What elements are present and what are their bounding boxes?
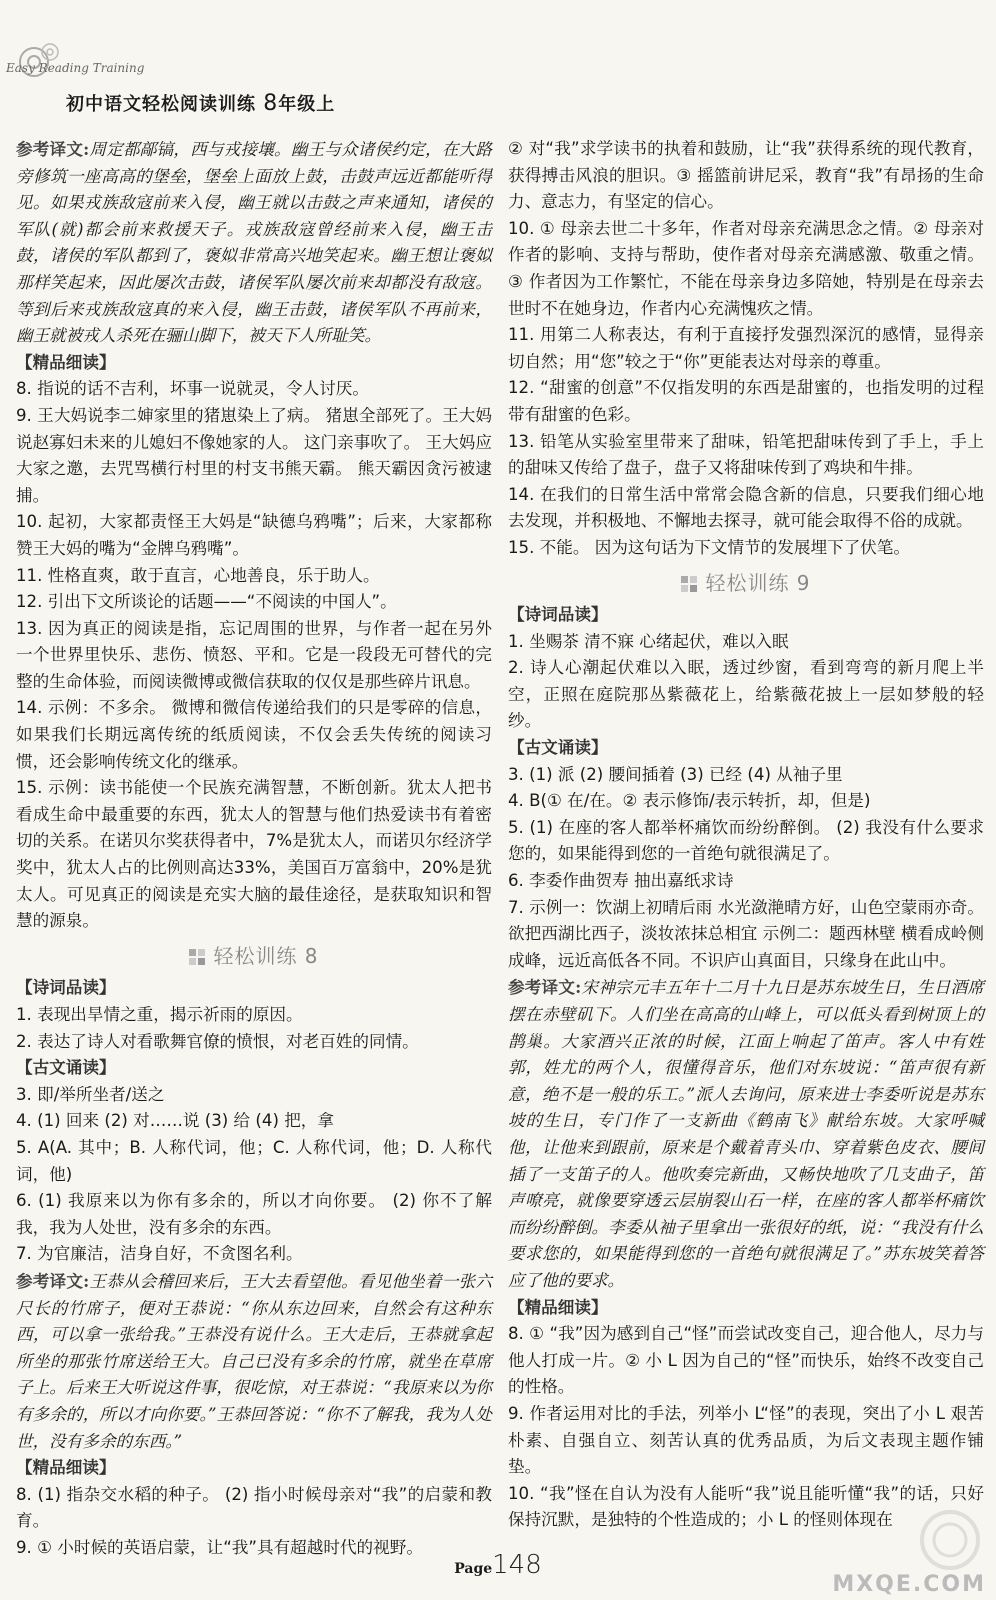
reference-translation [508, 974, 984, 1294]
reference-text: 周定都鄗镐，西与戎接壤。幽王与众诸侯约定，在大路旁修筑一座高高的堡垒，堡垒上面放上鼓，击鼓声远近都能听得见。如果戎族敌寇前来入侵，幽王就以击鼓之声来通知，诸侯的军队(就)都会前来救援天子。戎族敌寇曾经前来入侵，幽王击鼓，诸侯的军队都到了，褒姒非常高兴地笑起来。幽王想让褒姒那样笑起来，因此屡次击鼓，诸侯军队屡次前来却都没有敌寇。等到后来戎族敌寇真的来入侵，幽王击鼓，诸侯军队不再前来，幽王就被戎人杀死在骊山脚下，被天下人所耻笑。 [16, 140, 492, 346]
answer-item: 9. ① 小时候的英语启蒙，让“我”具有超越时代的视野。 [16, 1537, 423, 1557]
reference-translation [16, 1268, 492, 1455]
training-heading [508, 570, 984, 597]
answer-item: 3. 即/举所坐者/送之 [16, 1084, 165, 1104]
watermark-text: MXQE.COM [832, 1572, 986, 1597]
section-heading: 【诗词品读】 [508, 605, 608, 625]
answer-item: 14. 在我们的日常生活中常常会隐含新的信息，只要我们细心地去发现，并积极地、不懈地去探寻，就可能会取得不俗的成就。 [508, 484, 984, 531]
logo-text: Easy Reading Training [6, 61, 145, 75]
answer-item: 13. 铅笔从实验室里带来了甜味，铅笔把甜味传到了手上，手上的甜味又传给了盘子，盘子又将甜味传到了鸡块和牛排。 [508, 431, 984, 478]
right-column [508, 136, 984, 1534]
left-column [16, 136, 492, 1561]
training-title: 轻松训练 8 [213, 943, 319, 968]
page-number: 148 [492, 1550, 542, 1580]
training-title: 轻松训练 9 [705, 570, 811, 595]
book-title [66, 90, 335, 116]
answer-item: 8. 指说的话不吉利，坏事一说就灵，令人讨厌。 [16, 379, 369, 399]
answer-item: 4. B(① 在/在。② 表示修饰/表示转折，却，但是) [508, 791, 871, 811]
answer-item: 7. 为官廉洁，洁身自好，不贪图名利。 [16, 1244, 303, 1264]
section-heading: 【精品细读】 [508, 1297, 608, 1317]
answer-item: 2. 诗人心潮起伏难以入眠，透过纱窗，看到弯弯的新月爬上半空，正照在庭院那丛紫薇花上，给紫薇花披上一层如梦般的轻纱。 [508, 658, 984, 731]
answer-item: 6. (1) 我原来以为你有多余的，所以才向你要。 (2) 你不了解我，我为人处世，没有多余的东西。 [16, 1191, 492, 1237]
section-heading: 【精品细读】 [16, 1458, 116, 1478]
reference-translation [16, 136, 492, 350]
section-heading: 【精品细读】 [16, 352, 116, 372]
reference-label: 参考译文: [508, 977, 582, 998]
book-title-text: 初中语文轻松阅读训练 [66, 94, 256, 115]
section-marker-icon [189, 949, 207, 965]
answer-item: 3. (1) 派 (2) 腰间插着 (3) 已经 (4) 从袖子里 [508, 764, 843, 784]
answer-item: 5. (1) 在座的客人都举杯痛饮而纷纷醉倒。 (2) 我没有什么要求您的，如果能得到您的一首绝句就很满足了。 [508, 817, 984, 864]
section-heading: 【诗词品读】 [16, 978, 116, 998]
answer-item: 11. 用第二人称表达，有利于直接抒发强烈深沉的感情，显得亲切自然；用“您”较之于“你”更能表达对母亲的尊重。 [508, 325, 984, 371]
reference-text: 宋神宗元丰五年十二月十九日是苏东坡生日，生日酒席摆在赤壁矶下。人们坐在高高的山峰上，可以低头看到树顶上的鹊巢。大家酒兴正浓的时候，江面上响起了笛声。客人中有姓郭，姓尤的两个人，很懂得音乐，他们对东坡说：“笛声很有新意，绝不是一般的乐工。”派人去询问，原来进士李委听说是苏东坡的生日，专门作了一支新曲《鹤南飞》献给东坡。大家呼喊他，让他来到跟前，原来是个戴着青头巾、穿着紫色皮衣、腰间插了一支笛子的人。他吹奏完新曲，又畅快地吹了几支曲子，笛声嘹亮，就像要穿透云层崩裂山石一样，在座的客人都举杯痛饮而纷纷醉倒。李委从袖子里拿出一张很好的纸，说：“我没有什么要求您的，如果能得到您的一首绝句就很满足了。”苏东坡笑着答应了他的要求。 [508, 978, 984, 1290]
answer-item: 1. 坐赐茶 清不寐 心绪起伏，难以入眠 [508, 631, 789, 651]
page-footer [0, 1550, 996, 1580]
reference-label: 参考译文: [16, 139, 90, 159]
answer-item: 4. (1) 回来 (2) 对……说 (3) 给 (4) 把，拿 [16, 1111, 334, 1131]
answer-item: 8. (1) 指杂交水稻的种子。 (2) 指小时候母亲对“我”的启蒙和教育。 [16, 1484, 492, 1531]
answer-item: 10. 起初，大家都责怪王大妈是“缺德乌鸦嘴”；后来，大家都称赞王大妈的嘴为“金牌乌鸦嘴”。 [16, 512, 492, 558]
answer-item: 11. 性格直爽，敢于直言，心地善良，乐于助人。 [16, 565, 380, 585]
training-heading [16, 943, 492, 970]
reference-text: 王恭从会稽回来后，王大去看望他。看见他坐着一张六尺长的竹席子，便对王恭说：“你从东边回来，自然会有这种东西，可以拿一张给我。”王恭没有说什么。王大走后，王恭就拿起所坐的那张竹席送给王大。自己已没有多余的竹席，就坐在草席子上。后来王大听说这件事，很吃惊，对王恭说：“我原来以为你有多余的，所以才向你要。”王恭回答说：“你不了解我，我为人处世，没有多余的东西。” [16, 1271, 492, 1451]
reference-label: 参考译文: [16, 1270, 90, 1291]
answer-item: 10. ① 母亲去世二十多年，作者对母亲充满思念之情。② 母亲对作者的影响、支持与帮助，使作者对母亲充满感激、敬重之情。③ 作者因为工作繁忙，不能在母亲身边多陪她，特别是在母亲去世时不在她身边，作者内心充满愧疚之情。 [508, 218, 984, 318]
answer-item: 14. 示例：不多余。 微博和微信传递给我们的只是零碎的信息，如果我们长期远离传统的纸质阅读，不仅会丢失传统的阅读习惯，还会影响传统文化的继承。 [16, 698, 492, 771]
answer-item: 12. “甜蜜的创意”不仅指发明的东西是甜蜜的，也指发明的过程带有甜蜜的色彩。 [508, 378, 984, 424]
grade-number: 8 [263, 91, 279, 116]
answer-item: ② 对“我”求学读书的执着和鼓励，让“我”获得系统的现代教育，获得搏击风浪的胆识。③ 摇篮前讲尼采，教育“我”有昂扬的生命力、意志力，有坚定的信心。 [508, 139, 984, 212]
answer-item: 8. ① “我”因为感到自己“怪”而尝试改变自己，迎合他人，尽力与他人打成一片。② 小 L 因为自己的“怪”而快乐，始终不改变自己的性格。 [508, 1324, 984, 1397]
section-heading: 【古文诵读】 [16, 1058, 116, 1078]
answer-item: 12. 引出下文所谈论的话题——“不阅读的中国人”。 [16, 592, 397, 612]
answer-item: 7. 示例一：饮湖上初晴后雨 水光潋滟晴方好，山色空蒙雨亦奇。欲把西湖比西子，淡妆浓抹总相宜 示例二：题西林壁 横看成岭侧成峰，远近高低各不同。不识庐山真面目，只缘身在此山中。 [508, 897, 984, 970]
answer-item: 5. A(A. 其中；B. 人称代词，他；C. 人称代词，他；D. 人称代词，他) [16, 1137, 492, 1184]
answer-item: 13. 因为真正的阅读是指，忘记周围的世界，与作者一起在另外一个世界里快乐、悲伤、愤怒、平和。它是一段段无可替代的完整的生命体验，而阅读微博或微信获取的仅仅是那些碎片讯息。 [16, 618, 492, 691]
section-heading: 【古文诵读】 [508, 738, 608, 758]
section-marker-icon [681, 576, 699, 592]
answer-item: 9. 王大妈说李二婶家里的猪崽染上了病。 猪崽全部死了。王大妈说赵寡妇未来的儿媳妇不像她家的人。 这门亲事吹了。 王大妈应大家之邀，去咒骂横行村里的村支书熊天霸。 熊天霸因贪污被逮捕。 [16, 405, 492, 505]
grade-suffix: 年级上 [278, 94, 336, 115]
answer-item: 10. “我”怪在自认为没有人能听“我”说且能听懂“我”的话，只好保持沉默，是独特的个性造成的；小 L 的怪则体现在 [508, 1483, 984, 1530]
page-label: Page [454, 1561, 493, 1577]
answer-item: 6. 李委作曲贺寿 抽出嘉纸求诗 [508, 871, 734, 891]
answer-item: 1. 表现出旱情之重，揭示祈雨的原因。 [16, 1005, 303, 1024]
answer-item: 9. 作者运用对比的手法，列举小 L“怪”的表现，突出了小 L 艰苦朴素、自强自立、刻苦认真的优秀品质，为后文表现主题作铺垫。 [508, 1403, 984, 1477]
answer-item: 15. 不能。 因为这句话为下文情节的发展埋下了伏笔。 [508, 537, 911, 557]
page-header [0, 0, 996, 132]
answer-item: 15. 示例：读书能使一个民族充满智慧，不断创新。犹太人把书看成生命中最重要的东西，犹太人的智慧与他们热爱读书有着密切的关系。在诺贝尔奖获得者中，7%是犹太人，而诺贝尔经济学奖中，犹太人占的比例则高达33%，美国百万富翁中，20%是犹太人。可见真正的阅读是充实大脑的最佳途径，是获取知识和智慧的源泉。 [16, 778, 492, 931]
answer-item: 2. 表达了诗人对看歌舞官僚的愤恨，对老百姓的同情。 [16, 1031, 419, 1051]
